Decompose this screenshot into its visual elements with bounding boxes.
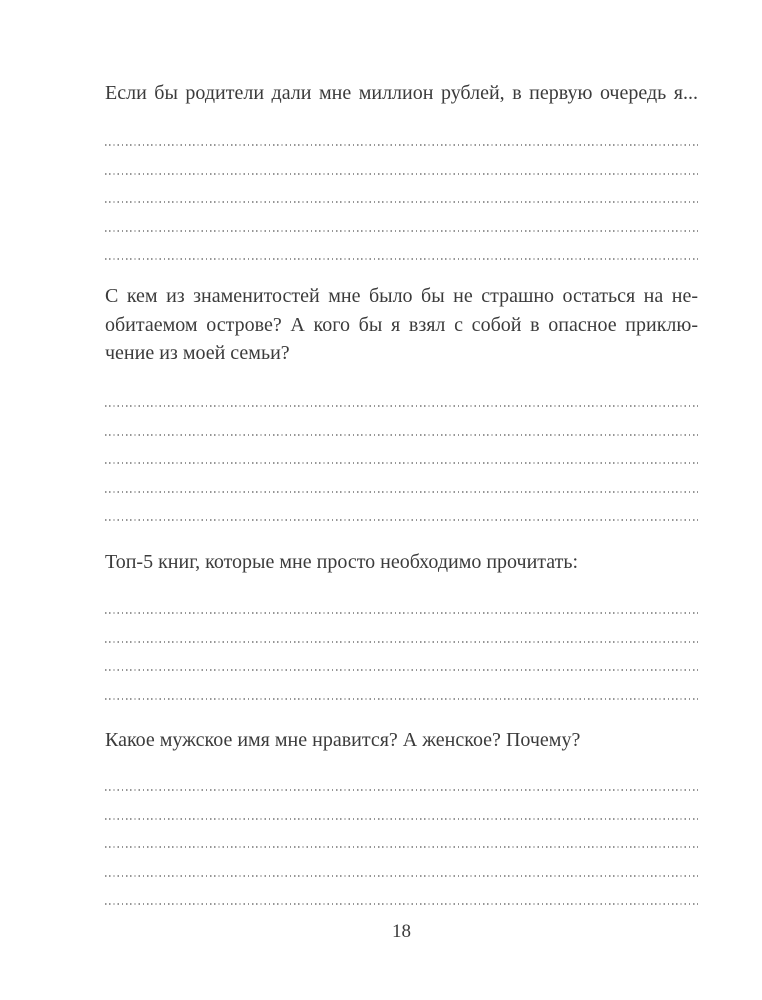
answer-lines-block [105,144,698,260]
answer-lines-block [105,612,698,700]
answer-lines-block [105,789,698,905]
question-line: обитаемом острове? А кого бы я взял с собой в опасное приклю- [105,313,698,336]
question-text [105,282,698,368]
answer-lines-block [105,405,698,521]
page-number: 18 [392,921,411,942]
answer-line [105,519,698,521]
answer-line [105,405,698,407]
question-line: чение из моей семьи? [105,342,290,364]
answer-line [105,201,698,203]
answer-line [105,669,698,671]
question-line: Какое мужское имя мне нравится? А женское? Почему? [105,729,581,751]
answer-line [105,462,698,464]
answer-line [105,434,698,436]
answer-line [105,641,698,643]
question-text [105,79,698,108]
question-text [105,726,698,755]
answer-line [105,698,698,700]
answer-line [105,612,698,614]
answer-line [105,491,698,493]
answer-line [105,903,698,905]
answer-line [105,173,698,175]
answer-line [105,144,698,146]
question-line: Топ-5 книг, которые мне просто необходимо прочитать: [105,551,579,573]
question-text [105,548,698,577]
answer-line [105,875,698,877]
question-line: Если бы родители дали мне миллион рублей, в первую очередь я... [105,82,698,104]
answer-line [105,818,698,820]
answer-line [105,789,698,791]
question-line: С кем из знаменитостей мне было бы не страшно остаться на не- [105,285,698,307]
answer-line [105,846,698,848]
answer-line [105,230,698,232]
answer-line [105,258,698,260]
